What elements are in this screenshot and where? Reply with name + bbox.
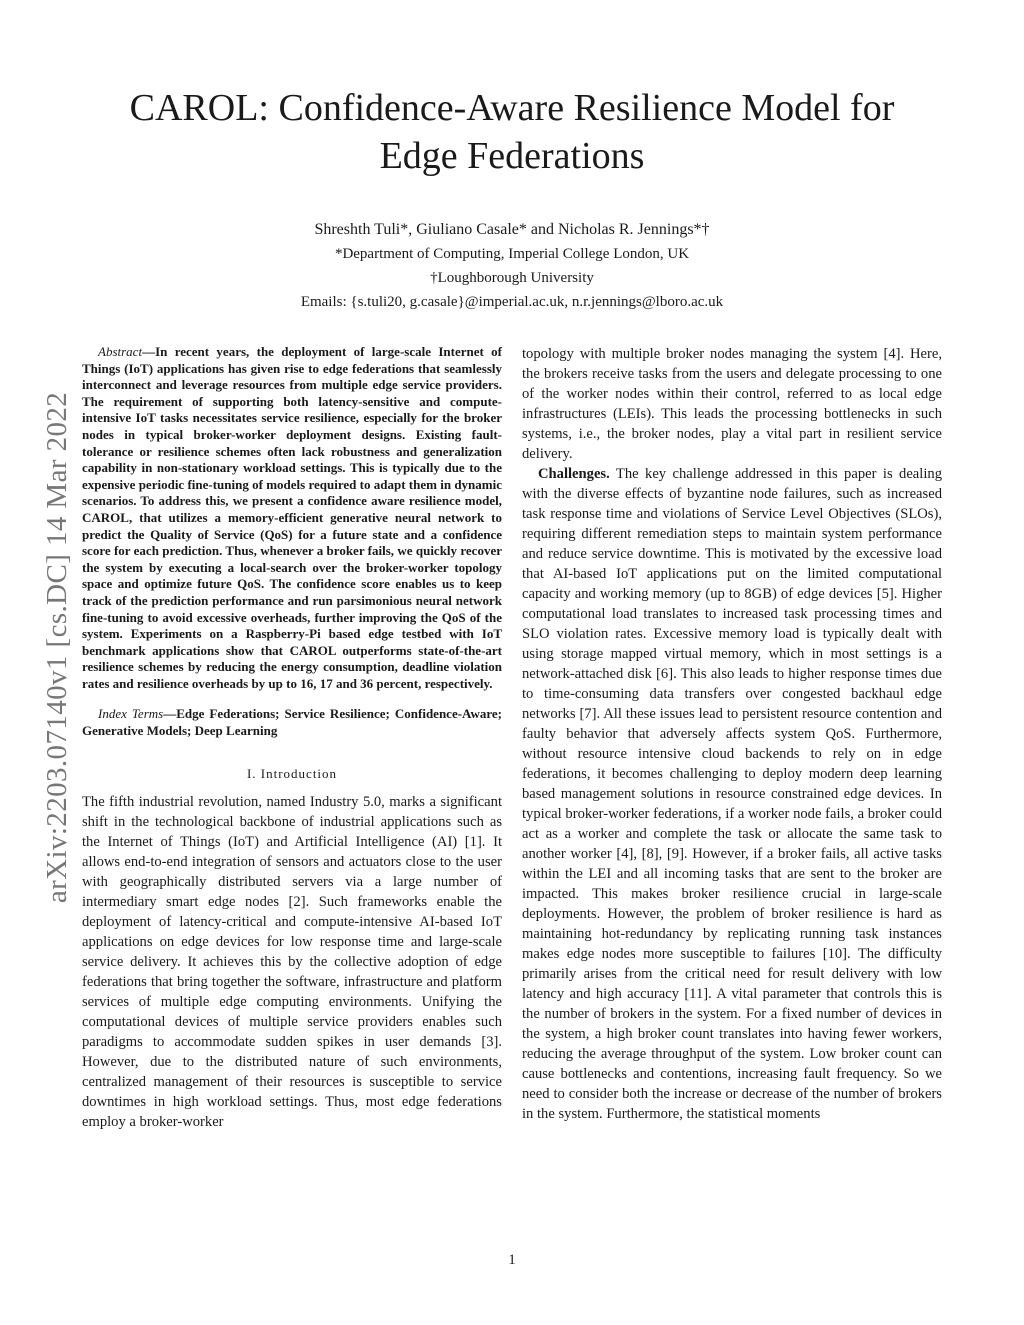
affiliation-loughborough: †Loughborough University (430, 270, 594, 286)
abstract-text: —In recent years, the deployment of large-scale Internet of Things (IoT) applications has given rise to edge federations that seamlessly interconnect and leverage resources from multiple edge service providers. The requirement of supporting both latency-sensitive and compute-intensive IoT tasks necessitates service resilience, especially for the broker nodes in typical broker-worker deployment designs. Existing fault-tolerance or resilience schemes often lack robustness and generalization capability in non-stationary workload settings. This is typically due to the expensive periodic fine-tuning of models required to adapt them in dynamic scenarios. To address this, we present a confidence aware resilience model, CAROL, that utilizes a memory-efficient generative neural network to predict the Quality of Service (QoS) for a future state and a confidence score for each prediction. Thus, whenever a broker fails, we quickly recover the system by executing a local-search over the broker-worker topology space and optimize future QoS. The confidence score enables us to keep track of the prediction performance and run parsimonious neural network fine-tuning to avoid excessive overheads, further improving the QoS of the system. Experiments on a Raspberry-Pi based edge testbed with IoT benchmark applications show that CAROL outperforms state-of-the-art resilience schemes by reducing the energy consumption, deadline violation rates and resilience overheads by up to 16, 17 and 36 percent, respectively. (82, 344, 502, 691)
author-emails: Emails: {s.tuli20, g.casale}@imperial.ac.uk, n.r.jennings@lboro.ac.uk (300, 294, 724, 310)
challenges-label: Challenges. (538, 466, 610, 482)
author-list: Shreshth Tuli*, Giuliano Casale* and Nicholas R. Jennings*† (314, 221, 710, 238)
paper-title-line-1: CAROL: Confidence-Aware Resilience Model for (129, 87, 895, 129)
page-number: 1 (508, 1252, 516, 1268)
index-terms (82, 706, 502, 739)
section-heading-introduction: I. Introduction (246, 765, 338, 781)
index-terms-text: —Edge Federations; Service Resilience; Confidence-Aware; Generative Models; Deep Learning (82, 706, 502, 739)
paper-title (80, 84, 944, 180)
left-column (82, 344, 502, 1132)
index-terms-label: Index Terms (98, 706, 164, 722)
challenges-text: The key challenge addressed in this paper is dealing with the diverse effects of byzantine node failures, such as increased task response time and violations of Service Level Objectives (SLOs), requiring different remediation steps to maintain system performance and reduce service downtime. This is motivated by the excessive load that AI-based IoT applications put on the limited computational capacity and working memory (up to 8GB) of edge devices [5]. Higher computational load translates to increased task processing times and SLO violation rates. Excessive memory load is typically dealt with using storage mapped virtual memory, which in most settings is a network-attached disk [6]. This also leads to higher response times due to time-consuming data transfers over congested backhaul edge networks [7]. All these issues lead to persistent resource contention and faulty behavior that adversely affects system QoS. Furthermore, without resource intensive cloud backends to rely on in edge federations, it becomes challenging to deploy modern deep learning based management solutions in resource constrained edge devices. In typical broker-worker federations, if a worker node fails, a broker could act as a worker and complete the task or allocate the same task to another worker [4], [8], [9]. However, if a broker fails, all active tasks within the LEI and all incoming tasks that are sent to the broker are impacted. This makes broker resilience crucial in large-scale deployments. However, the problem of broker resilience is hard as maintaining hot-redundancy by replicating running task instances makes edge nodes more susceptible to failures [10]. The difficulty primarily arises from the critical need for result delivery with low latency and high accuracy [11]. A vital parameter that controls this is the number of brokers in the system. For a fixed number of devices in the system, a high broker count translates into having fewer workers, reducing the average throughput of the system. Low broker count can cause bottlenecks and contentions, increasing fault frequency. So we need to consider both the increase or decrease of the number of brokers in the system. Furthermore, the statistical moments (522, 466, 942, 1122)
introduction-paragraph: The fifth industrial revolution, named Industry 5.0, marks a significant shift in the technological backbone of industrial applications such as the Internet of Things (IoT) and Artificial Intelligence (AI) [1]. It allows end-to-end integration of sensors and actuators close to the user with geographically distributed servers via a large number of intermediary smart edge nodes [2]. Such frameworks enable the deployment of latency-critical and compute-intensive AI-based IoT applications on edge devices for low response time and large-scale service delivery. It achieves this by the collective adoption of edge federations that bring together the software, infrastructure and platform services of multiple edge computing environments. Unifying the computational devices of multiple service providers enables such paradigms to accommodate sudden spikes in user demands [3]. However, due to the distributed nature of such environments, centralized management of their resources is susceptible to service downtimes in high workload settings. Thus, most edge federations employ a broker-worker (82, 793, 502, 1130)
challenges-paragraph (522, 464, 942, 1124)
arxiv-identifier-text: arXiv:2203.07140v1 [cs.DC] 14 Mar 2022 (41, 391, 74, 904)
abstract-label: Abstract (98, 344, 143, 359)
paper-title-line-2: Edge Federations (379, 135, 645, 177)
affiliation-imperial: *Department of Computing, Imperial College London, UK (334, 246, 690, 262)
topology-paragraph: topology with multiple broker nodes managing the system [4]. Here, the brokers receive tasks from the users and delegate processing to one of the worker nodes within their control, referred to as local edge infrastructures (LEIs). This leads the processing bottlenecks in such systems, i.e., the broker nodes, play a vital part in resilient service delivery. (522, 346, 942, 462)
arxiv-identifier-stamp (38, 345, 78, 950)
abstract (82, 344, 502, 692)
right-column (522, 344, 942, 1124)
title-block (80, 84, 944, 314)
